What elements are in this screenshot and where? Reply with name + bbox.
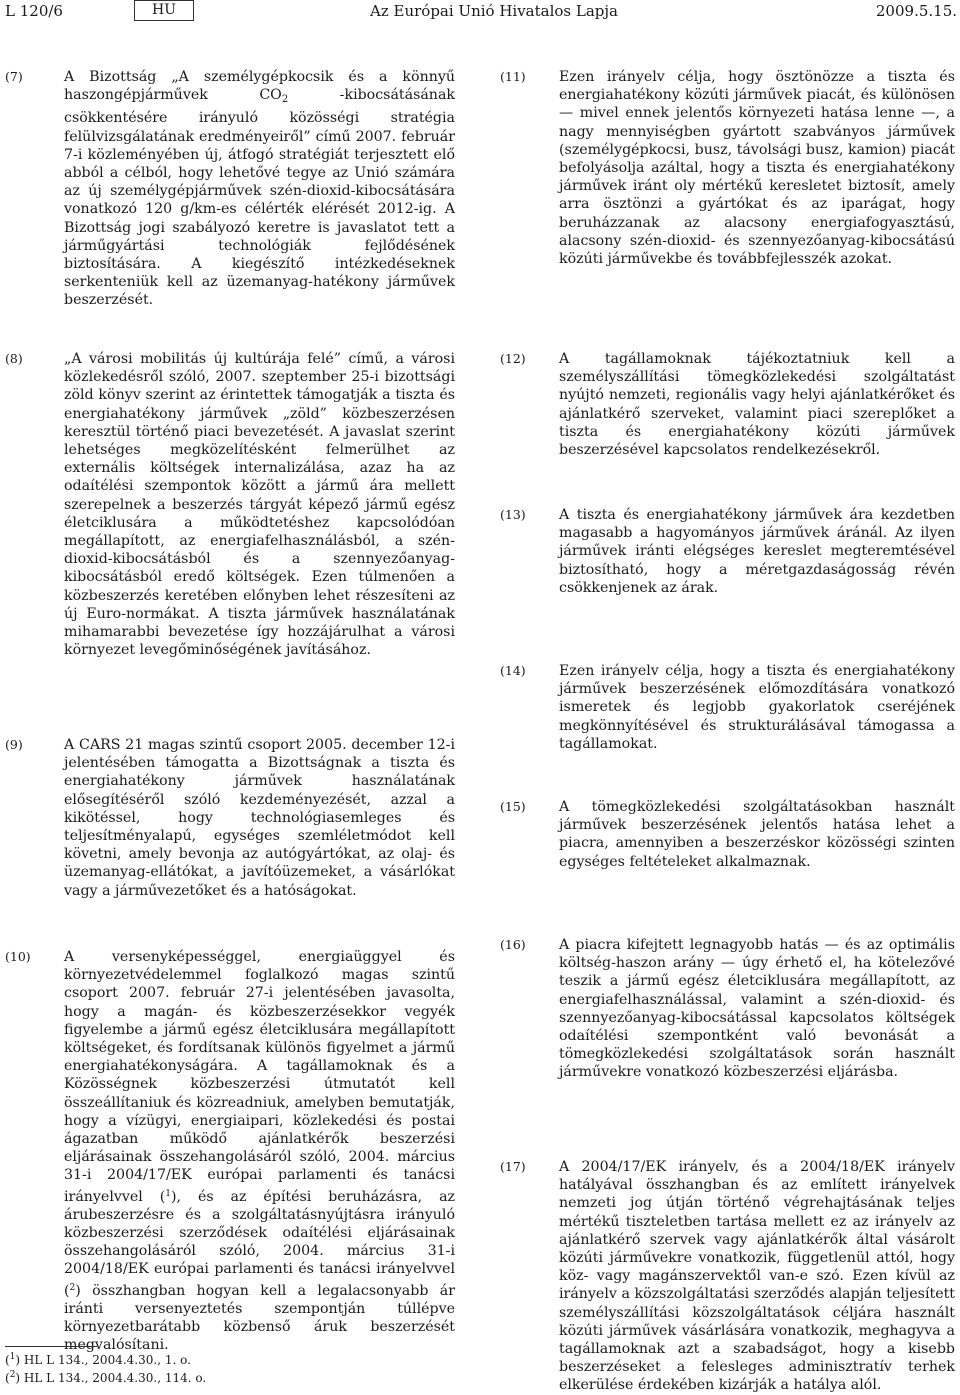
recital-number: (12) (500, 351, 526, 366)
recital-number: (9) (5, 737, 23, 752)
recital-text: A versenyképességgel, energiaüggyel és környezetvédelemmel foglalkozó magas szintű csoport 2007. február 27-i jelentésében javasolta, hogy a magán- és közbeszerzésekkor vegyék figyelembe a jármű egész életciklusára megállapított költségeket, és fordítsanak különös figyelmet a jármű energiahatékonyságára. A tagállamoknak és a Közösségnek közbeszerzési útmutatót kell összeállítaniuk és közreadniuk, amelyben bemutatják, hogy a vízügyi, energiaipari, közlekedési és postai ágazatban működő ajánlatkérők beszerzési eljárásainak összehangolásáról szóló, 2004. március 31-i 2004/17/EK európai parlamenti és tanácsi irányelvvel ($^1$), és az építési beruházásra, az árubeszerzésre és a szolgáltatásnyújtásra irányuló közbeszerzési szerződések odaítélési eljárásainak összehangolásáról szóló, 2004. március 31-i 2004/18/EK európai parlamenti és tanácsi irányelvvel ($^2$) összhangban hogyan kell a legalacsonyabb ár iránti versenyeztetés szempontján túllépve környezetbarátabb közbenső áruk beszerzését megvalósítani. (64, 949, 456, 1354)
recital-number: (7) (5, 69, 23, 84)
language-box: HU (134, 0, 194, 21)
recital-number: (10) (5, 949, 31, 964)
recital-text: A Bizottság „A személygépkocsik és a könnyű haszongépjárművek $CO_2$ -kibocsátásának csökkentésére irányuló közösségi stratégia felülvizsgálatának eredményeiről” című 2007. február 7-i közleményében új, átfogó stratégiát terjesztett elő abból a célból, hogy lehetővé tegye az Unió számára az új személygépjárművek szén-dioxid-kibocsátására vonatkozó 120 g/km-es célérték elérését 2012-ig. A Bizottság jogi szabályozó keretre is javaslatot tett a járműgyártási technológiák fejlődésének biztosítására. A kiegészítő intézkedéseknek serkenteniük kell az üzemanyag-hatékony járművek beszerzését. (64, 69, 456, 309)
footnote-2: ($^2$) HL L 134., 2004.4.30., 114. o. (5, 1370, 207, 1385)
recital-text: A tiszta és energiahatékony járművek ára kezdetben magasabb a hagyományos járművek áránál. Az ilyen járművek iránti elégséges kereslet megteremtésével biztosítható, hogy a méretgazdaságosság révén csökkenjenek az árak. (559, 507, 955, 596)
recital-number: (13) (500, 507, 526, 522)
footnote-divider (5, 1346, 97, 1347)
recital-text: Ezen irányelv célja, hogy a tiszta és energiahatékony járművek beszerzésének előmozdítására vonatkozó ismeretek és legjobb gyakorlatok cseréjének megkönnyítésével és strukturálásával támogassa a tagállamokat. (559, 663, 955, 752)
publication-date: 2009.5.15. (875, 2, 957, 20)
recital-number: (15) (500, 799, 526, 814)
page-code: L 120/6 (5, 2, 63, 20)
recital-number: (16) (500, 937, 526, 952)
recital-text: A piacra kifejtett legnagyobb hatás — és az optimális költség-haszon arány — úgy érhető el, ha kötelezővé teszik a jármű egész életciklusára megállapított, az energiafelhasználással, valamint a szén-dioxid- és szennyezőanyag-kibocsátással kapcsolatos költségek odaítélési szempontként való bevonását a tömegközlekedési szolgáltatások során használt járművekre vonatkozó közbeszerzési eljárásba. (559, 937, 955, 1081)
publication-title: Az Európai Unió Hivatalos Lapja (370, 2, 618, 20)
recital-number: (8) (5, 351, 23, 366)
recital-text: Ezen irányelv célja, hogy ösztönözze a tiszta és energiahatékony közúti járművek piacát, és különösen — mivel ennek jelentős környezeti hatása lenne —, a nagy mennyiségben gyártott szabványos járművek (személygépkocsi, busz, távolsági busz, kamion) piacát befolyásolja azáltal, hogy a tiszta és energiahatékony járművek iránt oly mértékű keresletet biztosít, amely arra ösztönzi a gyártókat és az iparágat, hogy beruházzanak az alacsony energiafogyasztású, alacsony szén-dioxid- és szennyezőanyag-kibocsátású közúti járművekbe és továbbfejlesszék azokat. (559, 69, 955, 268)
recital-number: (17) (500, 1159, 526, 1174)
recital-text: A tömegközlekedési szolgáltatásokban használt járművek beszerzésének jelentős hatása lehet a piacra, amennyiben a beszerzéskor közösségi szinten egységes feltételeket alkalmaznak. (559, 799, 955, 870)
journal-header (0, 0, 960, 28)
recital-text: A CARS 21 magas szintű csoport 2005. december 12-i jelentésében támogatta a Bizottságnak a tiszta és energiahatékony járművek használatának elősegítéséről szóló kezdeményezését, azzal a kikötéssel, hogy technológiasemleges és teljesítményalapú, egységes szemléletmódot kell követni, amely bevonja az autógyártókat, az olaj- és üzemanyag-ellátókat, a javítóüzemeket, a vásárlókat vagy a járművezetőket és a hatóságokat. (64, 737, 455, 899)
footnote-1: ($^1$) HL L 134., 2004.4.30., 1. o. (5, 1352, 191, 1367)
recital-text: A 2004/17/EK irányelv, és a 2004/18/EK irányelv hatályával összhangban és az említett irányelvek nemzeti jog útján történő végrehajtásának teljes mértékű tiszteletben tartása mellett ez az irányelv az ajánlatkérő szervek vagy ajánlatkérők által vásárolt közúti járművekre vonatkozik, függetlenül attól, hogy köz- vagy magánszervektől van-e szó. Ezen kívül az irányelv a közszolgáltatási szerződés alapján teljesített személyszállítási közszolgáltatások céljára használt közúti járművek vásárlására vonatkozik, meghagyva a tagállamoknak azt a szabadságot, hogy a kisebb beszerzéseket a felesleges adminisztratív terhek elkerülése érdekében kizárják a hatálya alól. (559, 1159, 955, 1394)
recital-text: „A városi mobilitás új kultúrája felé” című, a városi közlekedésről szóló, 2007. szeptember 25-i bizottsági zöld könyv szerint az érintettek támogatják a tiszta és energiahatékony járművek „zöld” közbeszerzésen keresztül történő piaci bevezetését. A javaslat szerint lehetséges megközelítésként felmerülhet az externális költségek internalizálása, azaz ha az odaítélési szempontok között a jármű ára mellett szerepelnek a beszerzés tárgyát képező jármű egész életciklusára a működtetéshez kapcsolódóan megállapított, az energiafelhasználásból, a szén-dioxid-kibocsátásból és a szennyezőanyag-kibocsátásból eredő költségek. Ezen túlmenően a közbeszerzés keretében előnyben lehet részesíteni az új Euro-normákat. A tiszta járművek használatának mihamarabbi bevezetése így hozzájárulhat a városi környezet levegőminőségének javításához. (64, 351, 455, 659)
recital-number: (14) (500, 663, 526, 678)
recital-text: A tagállamoknak tájékoztatniuk kell a személyszállítási tömegközlekedési szolgáltatást nyújtó nemzeti, regionális vagy helyi ajánlatkérőket és ajánlatkérő szerveket, valamint piaci szereplőket a tiszta és energiahatékony közúti járművek beszerzésével kapcsolatos rendelkezésekről. (559, 351, 955, 459)
recital-number: (11) (500, 69, 526, 84)
